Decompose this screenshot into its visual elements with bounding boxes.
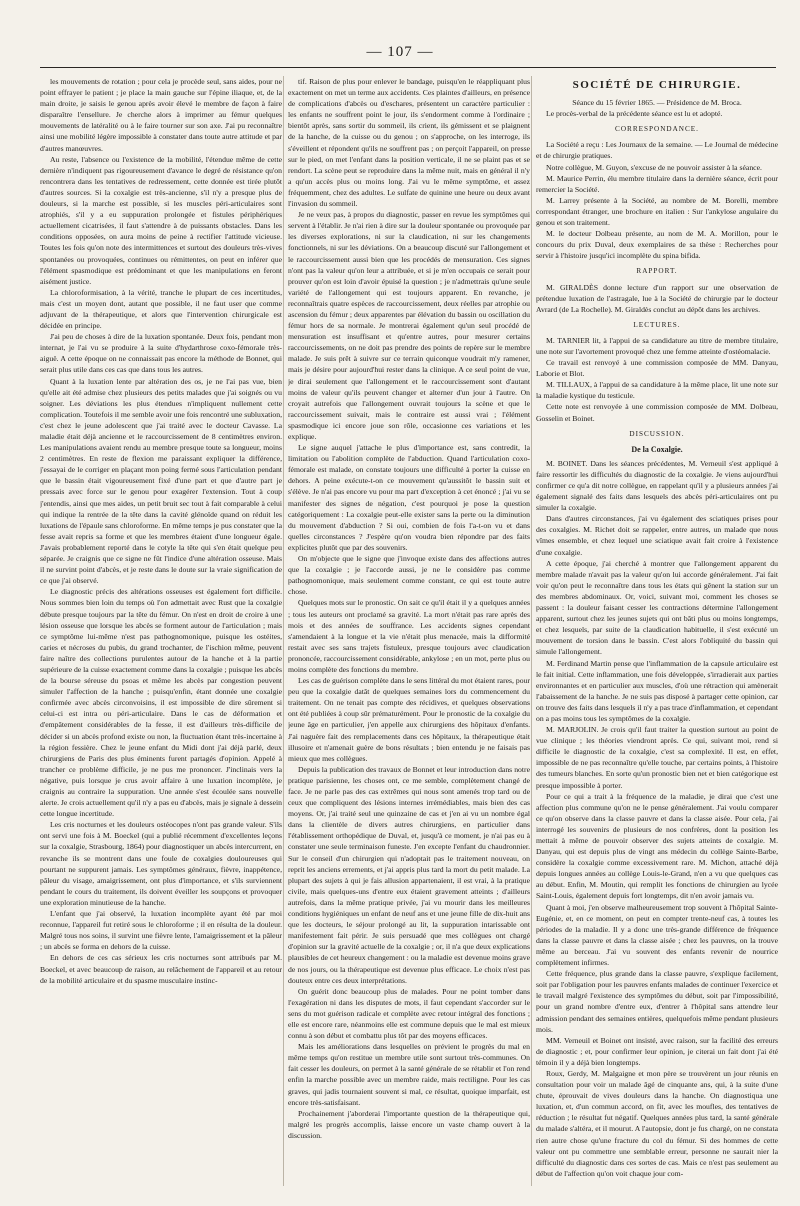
paragraph: En dehors de ces cas sérieux les cris nocturnes sont attribués par M. Boeckel, et avec beaucoup de raison, au relâchement de l'appareil et au retour de la mobilité articulaire et du spasme musculaire instinc-: [40, 953, 282, 985]
paragraph: Quant à la luxation lente par altération des os, je ne l'ai pas vue, bien qu'elle ait été admise chez plusieurs des petits malades que j'ai soignés ou vu soigner. Les déviations les plus étendues n'impliquent nullement cette complication. Toutefois il me semble avoir une fois rencontré une subluxation, c'est chez le jeune adolescent que j'ai traité avec le docteur Cavasse. La maladie était déjà ancienne et le raccourcissement de 8 centimètres environ. Les manipulations avaient rendu au membre presque toute sa longueur, moins 2 centimètres. En reste de flexion me paraissant expliquer la différence, j'essayai de le corriger en plaçant mon poing fermé sous l'articulation pendant que le bassin était vigoureusement fixé d'une part et que d'autre part je pressais avec force sur le genou pour exagérer l'extension. Tout à coup j'entendis, ainsi que mes aides, un petit bruit sec tout à fait comparable à celui qui indique la rentrée de la tête dans la cavité glénoïde quand on réduit les luxations de l'épaule sans chloroforme. En même temps je pus constater que la fesse avait repris sa forme et que les membres étaient d'une longueur égale. J'avais probablement reporté dans le cotyle la tête qui s'en était quelque peu séparée. Je craignis que ce signe ne fût l'indice d'une altération osseuse. Mais il ne survint point d'abcès, et je reste dans le doute sur la vraie signification de ce que j'ai observé.: [40, 376, 282, 586]
paragraph: On guérit donc beaucoup plus de malades. Pour ne point tomber dans l'exagération ni dans les disputes de mots, il faut cependant s'accorder sur le sens du mot guérison radicale et complète avec retour intégral des fonctions ; elle est encore rare, néanmoins elle est commune depuis que le mal est mieux connu à son début et combattu plus tôt par des moyens efficaces.: [288, 986, 530, 1041]
correspondance-heading: CORRESPONDANCE.: [615, 125, 699, 134]
column-divider: [283, 76, 284, 1186]
paragraph: La Société a reçu : Les Journaux de la semaine. — Le Journal de médecine et de chirurgie pratiques.: [536, 140, 778, 161]
paragraph: Depuis la publication des travaux de Bonnet et leur introduction dans notre pratique parisienne, les choses ont, ce me semble, complètement changé de face. Je ne parle pas des cas extrêmes qui nous sont amenés trop tard ou de ceux que compliquent des lésions internes irrémédiables, mais bien des cas moyens. Or, j'ai traité seul une quinzaine de cas et j'en ai vu un nombre égal dans la clientèle de divers autres chirurgiens, en particulier dans l'établissement orthopédique de Duval, et, jusqu'à ce moment, je n'ai pas eu à constater une seule terminaison funeste. J'en excepte l'enfant du chaudronnier. Sur le conseil d'un chirurgien qui n'adoptait pas le traitement nouveau, on reprit les anciens errements, et j'ai appris plus tard la mort du petit malade. La plupart des sujets à qui je fais allusion appartenaient, il est vrai, à la pratique civile, mais quelques-uns d'entre eux étaient gravement atteints ; d'ailleurs autrefois, dans la même pratique privée, j'ai vu mourir dans les meilleures conditions hygiéniques un enfant de neuf ans et une jeune fille de dix-huit ans que les docteurs, le séjour prolongé au lit, la suppuration intarissable ont manifestement fait périr. Je suis persuadé que mes collègues ont chargé d'opinion sur la gravité actuelle de la coxalgie ; or, il n'a que deux explications plausibles de cet heureux changement : ou la maladie est devenue moins grave de nos jours, ou la thérapeutique est devenue plus efficace. Le choix n'est pas douteux entre ces deux interprétations.: [288, 764, 530, 985]
pv-line: Le procès-verbal de la précédente séance est lu et adopté.: [546, 109, 723, 119]
paragraph: M. TARNIER lit, à l'appui de sa candidature au titre de membre titulaire, une note sur l'avortement provoqué chez une femme atteinte d'ostéomalacie.: [536, 335, 778, 356]
page-number: — 107 —: [366, 44, 434, 60]
paragraph: Le diagnostic précis des altérations osseuses est également fort difficile. Nous sommes bien loin du temps où l'on admettait avec Rust que la coxalgie débute presque toujours par la tête du fémur. On n'est en droit de croire à une lésion osseuse que lorsque les abcès se forment autour de l'articulation ; mais ce symptôme lui-même n'est pas pathognomonique, puisque les ostéites, caries et nécroses du pubis, du grand trochanter, de l'ischion même, peuvent faire naître des collections purulentes autour de la hanche et à la partie supérieure de la cuisse exactement comme dans la coxalgie ; puisque les abcès de la bourse séreuse du psoas et même les abcès par congestion peuvent simuler l'affection de la hanche ; puisqu'enfin, étant donnée une coxalgie confirmée avec abcès circonvoisins, il est impossible de dire sûrement si celui-ci est intra ou péri-articulaire. Dans le cas de déformation et d'empâtement considérables de la fesse, il est d'ailleurs très-difficile de décider si un abcès profond existe ou non, la fluctuation étant très-incertaine à la région fessière. Chez le jeune enfant du Midi dont j'ai déjà parlé, deux chirurgiens de Paris des plus éminents furent partagés d'opinion. Appelé à trancher ce problème difficile, je ne pus me prononcer. J'inclinais vers la négative, puis lorsque je crus avoir affaire à une luxation incomplète, je craignis au contraire la suppuration. Une année s'est écoulée sans nouvelle alerte. Je crois actuellement qu'il n'y a pas eu d'abcès, mais je signale à dessein cette longue incertitude.: [40, 587, 282, 819]
paragraph: La chloroformisation, à la vérité, tranche le plupart de ces incertitudes, mais c'est un moyen dont, autant que possible, il ne faut user que comme adjuvant de la thérapeutique, et alors que l'intervention chirurgicale est décidée en principe.: [40, 287, 282, 331]
paragraph: M. Maurice Perrin, élu membre titulaire dans la dernière séance, écrit pour remercier la Société.: [536, 173, 778, 194]
header-rule: [40, 67, 776, 68]
paragraph: M. le docteur Dolbeau présente, au nom de M. A. Morillon, pour le concours du prix Duval, deux exemplaires de sa thèse : Recherches pour servir à l'histoire jusqu'ici incomplète du spina bifida.: [536, 229, 778, 261]
lectures-heading: LECTURES.: [633, 320, 681, 329]
column-3: [536, 76, 778, 1196]
paragraph: Roux, Gerdy, M. Malgaigne et mon père se trouvèrent un jour réunis en consultation pour voir un malade âgé de cinquante ans, qui, à la suite d'une chute, éprouvait de vives douleurs dans la hanche. On diagnostiqua une luxation, et, d'un commun accord, on fit, avec les moufles, des tentatives de réduction ; le résultat fut négatif. Quelques années plus tard, la santé générale du malade s'altéra, et il mourut. A l'autopsie, dont je fus chargé, on ne constata rien autre chose qu'une fracture du col du fémur. Si des hommes de cette valeur ont pu commettre une semblable erreur, personne ne saurait nier la difficulté du diagnostic dans ces sortes de cas. Mais ce n'est pas seulement au début de l'affection qu'on voit chaque jour com-: [536, 1068, 778, 1178]
column-1: [40, 76, 282, 1196]
paragraph: Quelques mots sur le pronostic. On sait ce qu'il était il y a quelques années ; tous les auteurs ont proclamé sa gravité. La mort n'était pas rare après des mois et des années de souffrance. Les accidents signes cependant s'amendaient à la longue et la vie n'était plus menacée, mais la difformité restait avec ses sans trajets fistuleux, presque toujours avec claudication prononcée, raccourcissement considérable, ankylose ; en un mot, perte plus ou moins complète des fonctions du membre.: [288, 598, 530, 674]
paragraph: M. Ferdinand Martin pense que l'inflammation de la capsule articulaire est le fait initial. Cette inflammation, une fois développée, s'irradierait aux parties environnantes et en particulier aux muscles, d'où une rétraction qui amènerait l'abaissement de la hanche. Je ne suis pas disposé à partager cette opinion, car on trouve des faits dans lesquels il n'y a pas trace d'inflammation, et cependant on a pas moins tous les symptômes de la coxalgie.: [536, 658, 778, 723]
paragraph: On m'objecte que le signe que j'invoque existe dans des affections autres que la coxalgie ; je l'accorde aussi, je ne le considère pas comme pathognomonique, mais seulement comme constant, ce qui est toute autre chose.: [288, 554, 530, 597]
paragraph: M. Larrey présente à la Société, au nombre de M. Borelli, membre correspondant étranger, une brochure en italien : Sur l'ankylose angulaire du genou et son traitement.: [536, 195, 778, 228]
paragraph: Cette fréquence, plus grande dans la classe pauvre, s'explique facilement, soit par l'obligation pour les pauvres enfants malades de continuer l'exercice et le travail malgré l'existence des symptômes du début, soit par l'impossibilité, pour un grand nombre d'entre eux, d'entrer à l'hôpital sans attendre leur admission pendant des semaines entières, quelquefois même pendant plusieurs mois.: [536, 969, 778, 1034]
session-line: Séance du 15 février 1865. — Présidence de M. Broca.: [572, 98, 742, 108]
paragraph: Prochainement j'aborderai l'importante question de la thérapeutique qui, malgré les progrès accomplis, laisse encore un vaste champ ouvert à la discussion.: [288, 1108, 530, 1140]
paragraph: Cette note est renvoyée à une commission composée de MM. Dolbeau, Gosselin et Boinet.: [536, 402, 778, 423]
paragraph: Quant à moi, j'en observe malheureusement trop souvent à l'hôpital Sainte-Eugénie, et, en ce moment, on peut en compter trente-neuf cas, à toutes les périodes de la maladie. Il y a donc une très-grande différence de fréquence dans la classe pauvre et dans la classe aisée ; chez les pauvres, on la trouve même au berceau. J'ai vu souvent des enfants revenir de nourrice complètement infirmes.: [536, 902, 778, 968]
coxalgie-heading: De la Coxalgie.: [631, 444, 683, 454]
paragraph: MM. Verneuil et Boinet ont insisté, avec raison, sur la facilité des erreurs de diagnostic ; et, pour confirmer leur opinion, je citerai un fait dont j'ai été témoin il y a déjà bien longtemps.: [536, 1035, 778, 1067]
paragraph: J'ai peu de choses à dire de la luxation spontanée. Deux fois, pendant mon internat, je l'ai vu se produire à la suite d'hydarthrose coxo-fémorale très-aiguë. A cette époque on ne connaissait pas encore la méthode de Bonnet, qui serait plus utile dans ces cas que dans tous les autres.: [40, 332, 282, 375]
column-divider: [531, 76, 532, 1186]
paragraph: A cette époque, j'ai cherché à montrer que l'allongement apparent du membre malade n'avait pas la valeur qu'on lui accorde généralement. J'ai fait voir qu'on peut le reconnaître dans tous les états qui gênent la station sur un des membres abdominaux. Or, voici, suivant moi, comment les choses se passent : la douleur faisant cesser les contractions détermine l'allongement apparent, surtout chez les jeunes sujets qui ont bâti plus ou moins longtemps, et chez lesquels, par suite de la claudication habituelle, il s'est exécuté un mouvement de torsion dans le bassin. C'est alors l'obliquité du bassin qui simule l'allongement.: [536, 558, 778, 657]
discussion-body: [536, 458, 778, 1179]
paragraph: L'enfant que j'ai observé, la luxation incomplète ayant été par moi reconnue, l'appareil fut retiré sous le chloroforme ; il en résulta de la douleur. Malgré tous nos soins, il survint une fièvre lente, l'amaigrissement et la pâleur ; un abcès se forma en dehors de la cuisse.: [40, 909, 282, 952]
paragraph: tif. Raison de plus pour enlever le bandage, puisqu'en le réappliquant plus exactement on met un terme aux accidents. Ces plaintes d'ailleurs, en présence de complications d'abcès ou d'eschares, présentent un caractère particulier : les enfants ne souffrent point le jour, ils s'endorment comme à l'ordinaire ; bientôt après, sans sortir du sommeil, ils crient, ils gémissent et se plaignent de la hanche, de la cuisse ou du genou ; on s'approche, on les interroge, ils s'éveillent et répondent qu'ils ne souffrent pas ; on perçoit l'appareil, on presse sur le pied, on met l'enfant dans la position verticale, il ne se plaint pas et se rendort. La scène peut se reproduire dans la même nuit, mais en général il n'y a qu'un accès plus ou moins long. J'ai vu le même symptôme, et assez fréquemment, chez des adultes. Le sulfate de quinine une heure ou deux avant l'invasion du sommeil.: [288, 77, 530, 209]
paragraph: Je ne veux pas, à propos du diagnostic, passer en revue les symptômes qui servent à l'établir. Je n'ai rien à dire sur la douleur spontanée ou provoquée par les diverses explorations, ni sur la claudication, ni sur les changements fonctionnels, ni sur les déviations. On a beaucoup discuté sur l'allongement et le raccourcissement aussi bien que les procédés de mensuration. Ces signes n'ont pas la valeur qu'on leur a attribuée, et si je m'en occupais ce serait pour prouver qu'on est loin d'avoir épuisé la question ; je n'admettrais qu'une seule variété de l'allongement qui est toujours apparent. En revanche, je reconnaîtrais quatre espèces de raccourcissement, deux réelles par atrophie ou ascension du fémur ; deux apparentes par élévation du bassin ou oscillation du fémur hors de sa normale. Je montrerai également qu'un seul procédé de mensuration est insuffisant et qu'entre autres, pour mesurer certains raccourcissements, on ne doit pas prendre des points de repère sur le membre malade. Je suis prêt à suivre sur ce terrain quiconque voudrait m'y ramener, mais je désire pour aujourd'hui rester dans la clinique. A ce seul point de vue, je dirai seulement que l'allongement et le raccourcissement sont d'autant moins de valeur qu'ils peuvent changer et alterner d'un jour à l'autre. On croyait autrefois que l'allongement ouvrait toujours la scène et que le raccourcissement suivait, mais le contraire est aussi vrai ; l'élément spasmodique ici encore joue son rôle, occasionne ces variations et les explique.: [288, 210, 530, 441]
paragraph: Ce travail est renvoyé à une commission composée de MM. Danyau, Laborie et Blot.: [536, 358, 778, 379]
paragraph: Au reste, l'absence ou l'existence de la mobilité, l'étendue même de cette dernière n'indiquent pas rigoureusement d'avance le degré de résistance qu'on rencontrera dans les tentatives de redressement, cette donnée est tirée plutôt d'autres sources. Si la coxalgie est très-ancienne, s'il n'y a presque plus de douleurs, si la marche est possible, si les muscles péri-articulaires sont atrophiés, s'il y a eu suppuration prolongée et fistules périphériques actuellement cicatrisées, il faut s'attendre à de puissants obstacles. Dans les conditions opposées, on aura moins de peine à rectifier l'attitude vicieuse. Toutes les fois qu'on note des intermittences et surtout des douleurs très-vives spontanées ou provoquées, continues ou rémittentes, on peut en inférer que l'élément spasmodique est prédominant et que les manipulations en feront aisément justice.: [40, 154, 282, 286]
paragraph: Les cas de guérison complète dans le sens littéral du mot étaient rares, pour peu que la coxalgie datât de quelques semaines lors du commencement du traitement. On ne tenait pas compte des récidives, et quelques observations ont été publiées à coup sûr prématurément. Pour le pronostic de la coxalgie du jeune âge en particulier, j'en appelle aux chirurgiens des hôpitaux d'enfants. J'ai naguère fait des remplacements dans ces hôpitaux, la thérapeutique était illusoire et n'amenait guère de bons résultats ; bien entendu je ne faisais pas mieux que mes collègues.: [288, 676, 530, 763]
paragraph: Les cris nocturnes et les douleurs ostéocopes n'ont pas grande valeur. S'ils ont servi une fois à M. Boeckel (qui a publié récemment d'excellentes leçons sur la coxalgie, Strasbourg, 1864) pour diagnostiquer un abcès intercurrent, en revanche ils se montrent dans une foule de coxalgies douloureuses qui pourtant ne suppurent jamais. Les symptômes généraux, fièvre, inappétence, pâleur du visage, amaigrissement, ont plus d'importance, et s'ils surviennent pendant le cours du traitement, ils doivent éveiller les soupçons et provoquer une exploration minutieuse de la hanche.: [40, 820, 282, 907]
rapport-heading: RAPPORT.: [636, 267, 678, 276]
paragraph: les mouvements de rotation ; pour cela je procède seul, sans aides, pour ne point effrayer le patient ; je place la main gauche sur l'épine iliaque, et, de la main droite, je saisis le genou après avoir élevé le membre de façon à faire disparaître l'ensellure. Je cherche alors à imprimer au fémur quelques mouvements de latéralité ou à le faire tourner sur son axe. J'ai pu reconnaître ainsi une mobilité légère impossible à constater dans toute autre attitude et par d'autres manœuvres.: [40, 77, 282, 153]
paragraph: M. TILLAUX, à l'appui de sa candidature à la même place, lit une note sur la maladie kystique du testicule.: [536, 380, 778, 401]
paragraph: M. MARJOLIN. Je crois qu'il faut traiter la question surtout au point de vue clinique ; les théories viendront après. Ce qui, suivant moi, rend si difficile le diagnostic de la coxalgie, c'est sa complexité. Il est, en effet, impossible de ne pas reconnaître qu'elle touche, par certains points, à l'histoire des tumeurs blanches. En sorte qu'un pronostic bien net et bien catégorique est presque impossible à porter.: [536, 725, 778, 790]
society-title: SOCIÉTÉ DE CHIRURGIE.: [572, 79, 742, 91]
column-2: [288, 76, 530, 1196]
paragraph: Le signe auquel j'attache le plus d'importance est, sans contredit, la limitation ou l'abolition complète de l'abduction. Quand l'articulation coxo-fémorale est malade, on constate toujours une difficulté à porter la cuisse en dehors. A peine exécute-t-on ce mouvement qu'aussitôt le bassin suit et s'élève. Je n'ai pas encore vu pour ma part d'exception à cet énoncé ; j'ai vu se manifester des signes de négation, c'est pourquoi je pose la question catégoriquement : La coxalgie peut-elle exister sans la perte ou la diminution du mouvement d'abduction ? Si oui, combien de fois l'a-t-on vu et dans quelles circonstances ? J'espère qu'on voudra bien répondre par des faits explicites plutôt que par des souvenirs.: [288, 443, 530, 552]
lectures-body: [536, 335, 778, 424]
paragraph: Pour ce qui a trait à la fréquence de la maladie, je dirai que c'est une affection plus commune qu'on ne le pense généralement. J'ai voulu comparer ce qu'on observe dans la classe pauvre et dans la classe aisée. Pour cela, j'ai interrogé les souvenirs de plusieurs de nos confrères, dont la position les mettait à même de pouvoir observer des sujets atteints de coxalgie. M. Danyau, qui est depuis plus de vingt ans médecin du collège Sainte-Barbe, considère la coxalgie comme excessivement rare. M. Michon, attaché déjà depuis longues années au collège Louis-le-Grand, n'en a vu que quelques cas au début. Enfin, M. Moutin, qui remplit les fonctions de chirurgien au lycée Saint-Louis, également depuis fort longtemps, dit n'en avoir jamais vu.: [536, 791, 778, 901]
discussion-heading: DISCUSSION.: [629, 429, 685, 438]
paragraph: Mais les améliorations dans lesquelles on prévient le progrès du mal en même temps qu'on restitue un membre utile sont surtout très-communes. On fait cesser les douleurs, on permet à la santé générale de se rétablir et l'on rend enfin la marche possible avec un membre raide, mais rectiligne. Pour les cas graves, qui jadis tournaient souvent si mal, ce résultat, quoique imparfait, est encore très-satisfaisant.: [288, 1042, 530, 1107]
paragraph: M. BOINET. Dans les séances précédentes, M. Verneuil s'est appliqué à faire ressortir les difficultés du diagnostic de la coxalgie. Je viens aujourd'hui confirmer ce qu'a dit notre collègue, en rappelant qu'il y a plusieurs années j'ai également signalé des faits dans lesquels des abcès péri-articulaires ont pu simuler la coxalgie.: [536, 458, 778, 513]
paragraph: Notre collègue, M. Guyon, s'excuse de ne pouvoir assister à la séance.: [546, 162, 762, 172]
paragraph: Dans d'autres circonstances, j'ai vu également des sciatiques prises pour des coxalgies. M. Richet doit se rappeler, entre autres, un malade que nous vîmes ensemble, et chez lequel une sciatique avait fait croire à l'existence d'une coxalgie.: [536, 514, 778, 557]
rapport-text: M. GIRALDÈS donne lecture d'un rapport sur une observation de prétendue luxation de l'astragale, lue à la Société de chirurgie par le docteur Avrard (de La Rochelle). M. Giraldès conclut au dépôt dans les archives.: [536, 282, 778, 314]
correspondance-body: [536, 139, 778, 261]
